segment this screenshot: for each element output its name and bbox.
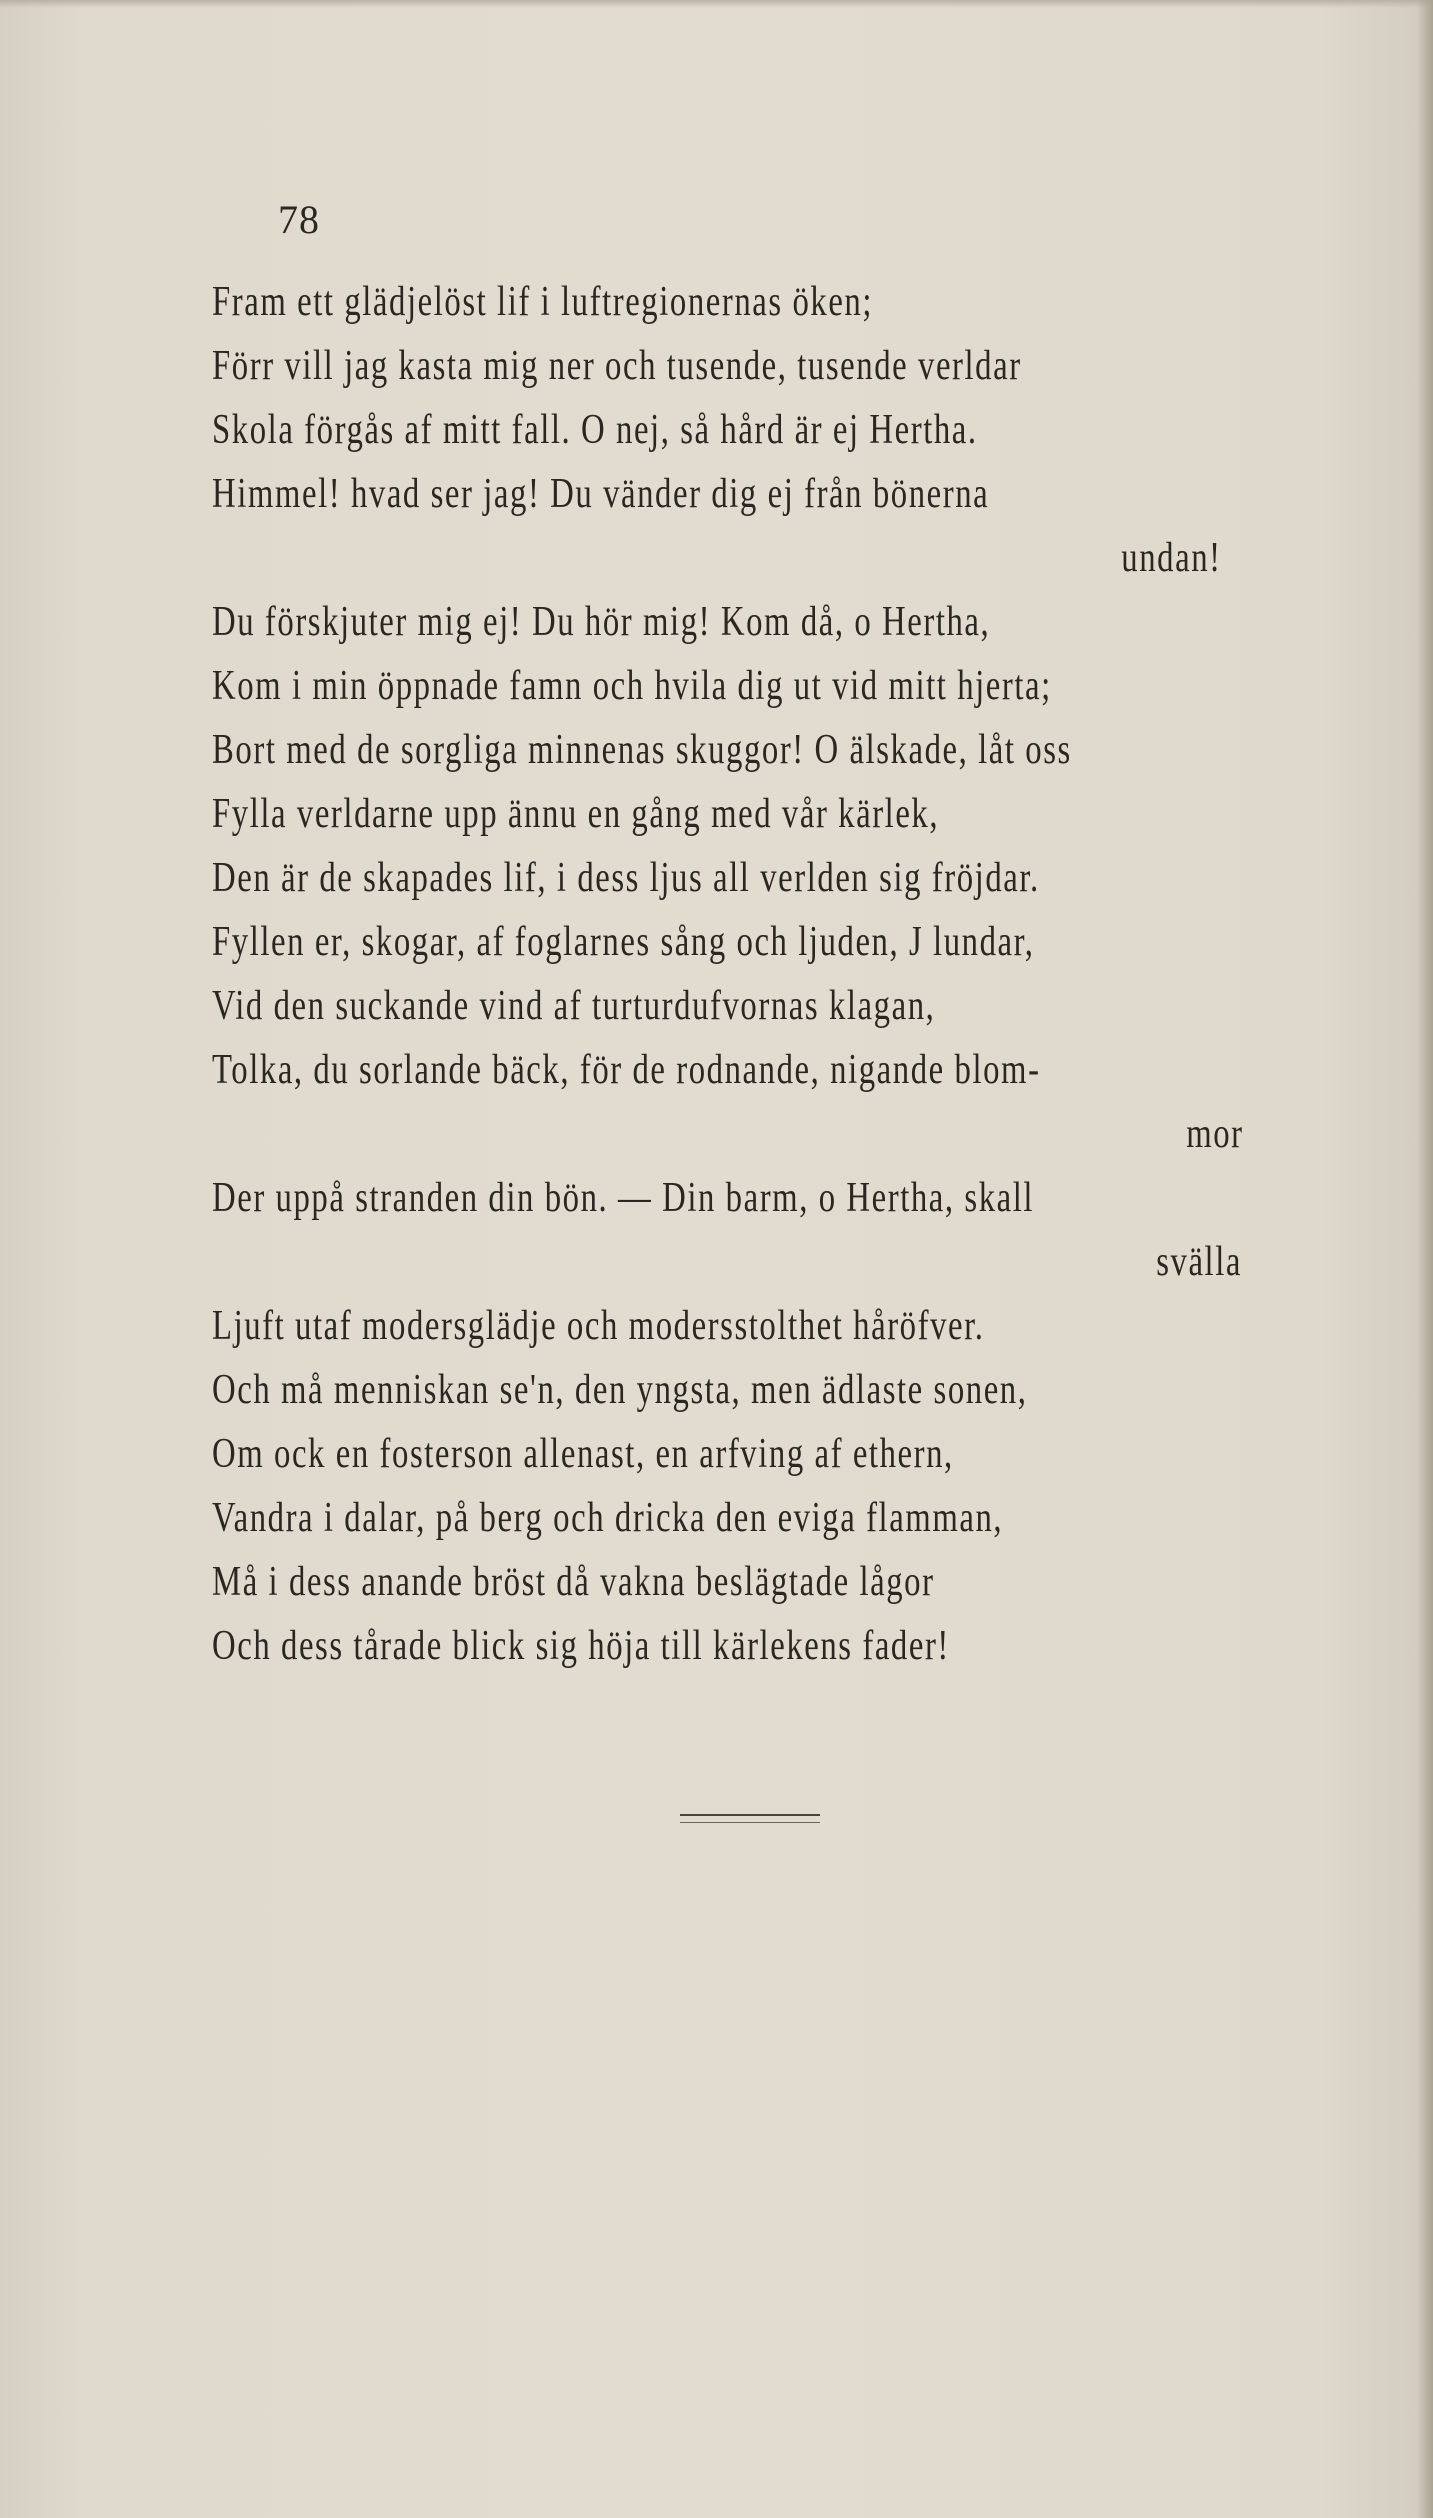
poem-line: Den är de skapades lif, i dess ljus all verlden sig fröjdar. [212,855,1040,901]
closing-rule [680,1814,820,1816]
poem-line: Vid den suckande vind af turturdufvornas klagan, [212,983,936,1029]
page-top-edge [0,0,1433,8]
poem-line: Du förskjuter mig ej! Du hör mig! Kom då, o Hertha, [212,599,991,645]
turnover-text: mor [1186,1111,1244,1157]
poem-line: Må i dess anande bröst då vakna beslägtade lågor [212,1559,935,1605]
turnover-text: undan! [1121,535,1222,581]
poem-line: Och må menniskan se'n, den yngsta, men ädlaste sonen, [212,1367,1028,1413]
poem-line: Skola förgås af mitt fall. O nej, så hård är ej Hertha. [212,407,978,453]
turnover-text: svälla [1156,1239,1242,1285]
poem-line: Kom i min öppnade famn och hvila dig ut vid mitt hjerta; [212,663,1052,709]
poem-line: Fram ett glädjelöst lif i luftregionernas öken; [212,279,874,325]
poem-line: Himmel! hvad ser jag! Du vänder dig ej från bönerna [212,471,990,517]
poem-line: Der uppå stranden din bön. — Din barm, o Hertha, skall [212,1175,1035,1221]
poem-line: Förr vill jag kasta mig ner och tusende, tusende verldar [212,343,1022,389]
poem-line: Fyllen er, skogar, af foglarnes sång och ljuden, J lundar, [212,919,1035,965]
closing-rule-thin [680,1822,820,1823]
poem-line-turnover [212,1102,1352,1166]
poem-text [212,270,1352,1678]
poem-line-turnover [212,1230,1352,1294]
poem-line-turnover [212,526,1352,590]
poem-line: Ljuft utaf modersglädje och modersstolthet håröfver. [212,1303,985,1349]
poem-line: Tolka, du sorlande bäck, för de rodnande, nigande blom- [212,1047,1041,1093]
poem-line: Vandra i dalar, på berg och dricka den eviga flamman, [212,1495,1004,1541]
poem-line: Och dess tårade blick sig höja till kärlekens fader! [212,1623,950,1669]
page-right-edge [1417,0,1433,2518]
poem-line: Bort med de sorgliga minnenas skuggor! O älskade, låt oss [212,727,1072,773]
page-number: 78 [278,197,320,242]
poem-line: Fylla verldarne upp ännu en gång med vår kärlek, [212,791,940,837]
poem-line: Om ock en fosterson allenast, en arfving af ethern, [212,1431,954,1477]
